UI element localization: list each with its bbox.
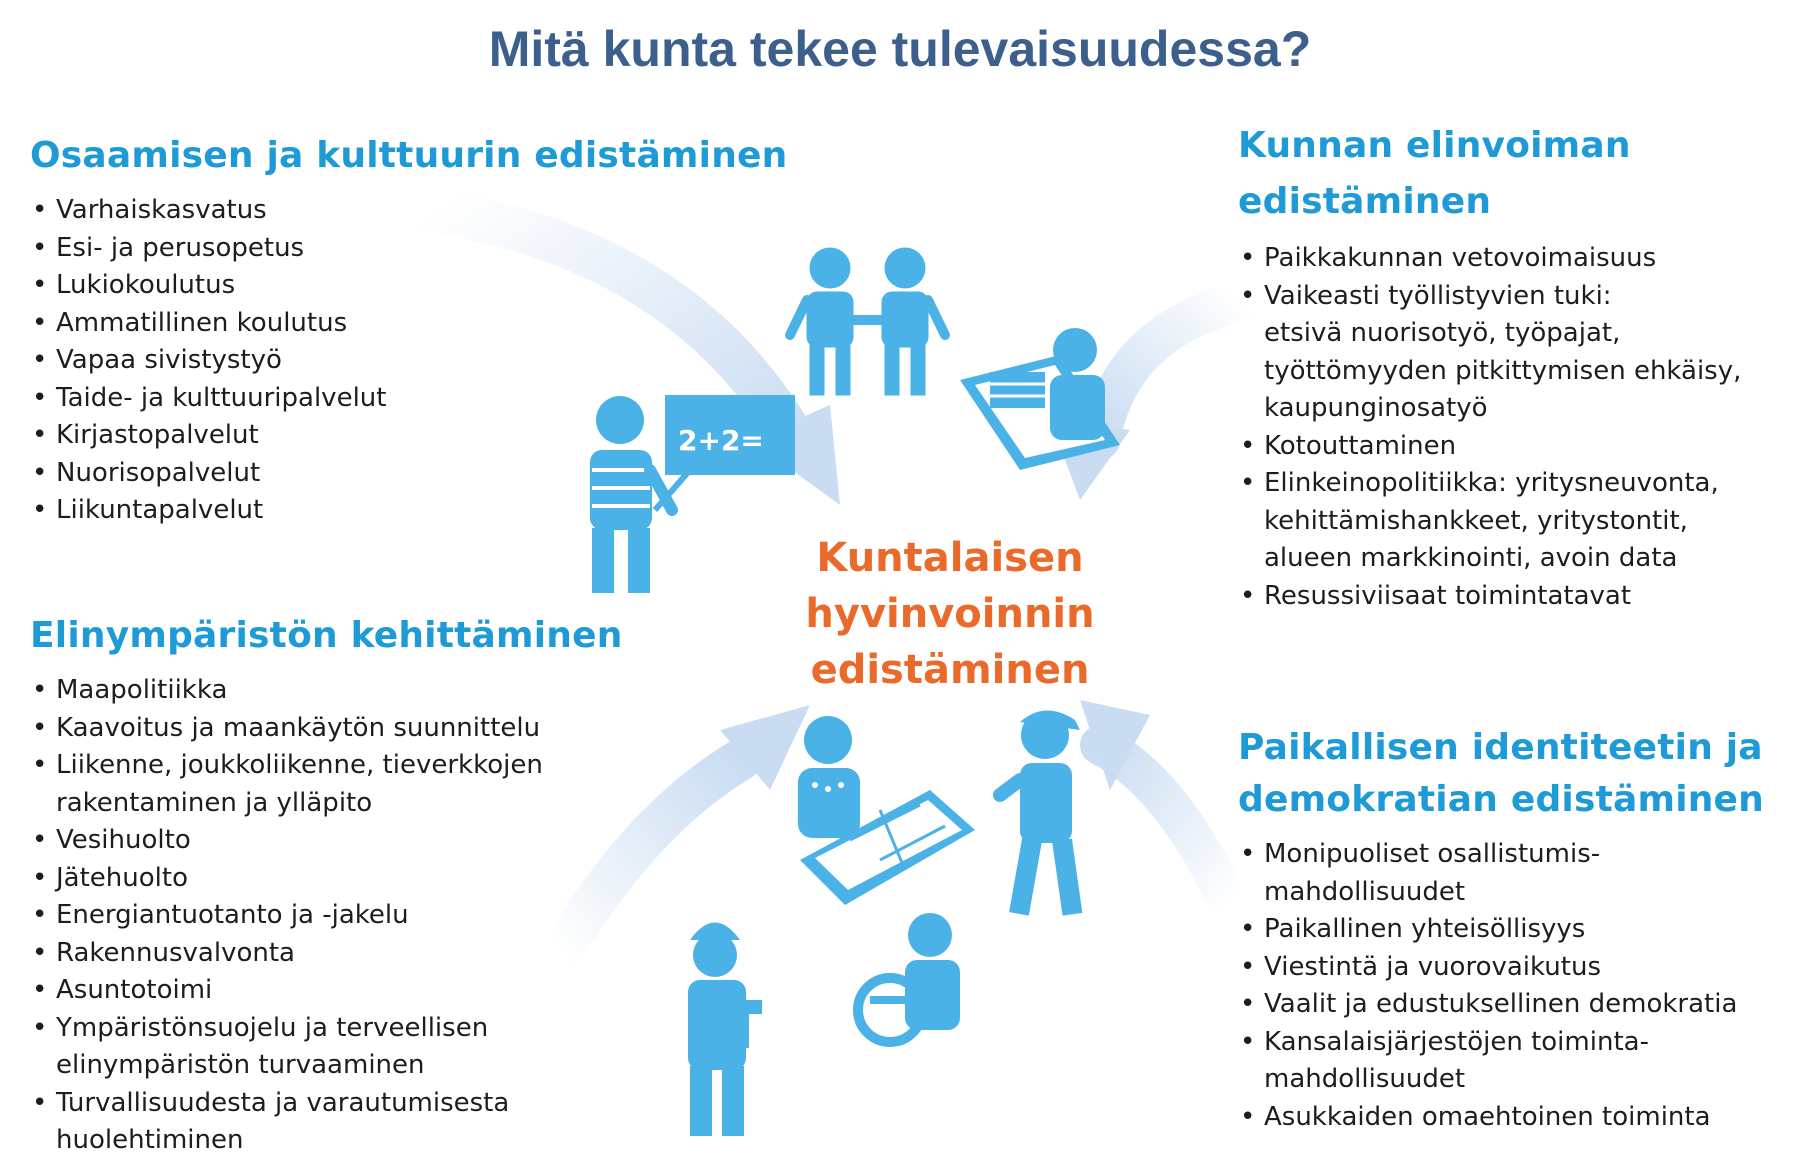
list-item: • Energiantuotanto ja -jakelu bbox=[30, 897, 630, 935]
list-item: • Lukiokoulutus bbox=[30, 267, 790, 305]
item-list bbox=[1238, 240, 1798, 615]
list-item: • Asuntotoimi bbox=[30, 972, 630, 1010]
list-item bbox=[1238, 278, 1798, 428]
heading-line: Paikallisen identiteetin ja bbox=[1238, 727, 1763, 768]
item-list bbox=[30, 672, 630, 1160]
line: kaupunginosatyö bbox=[1264, 393, 1488, 423]
page-title: Mitä kunta tekee tulevaisuudessa? bbox=[488, 21, 1312, 77]
list-item: • Esi- ja perusopetus bbox=[30, 230, 790, 268]
list-item: • Taide- ja kulttuuripalvelut bbox=[30, 380, 790, 418]
list-item: • Kirjastopalvelut bbox=[30, 417, 790, 455]
list-item: • Vapaa sivistystyö bbox=[30, 342, 790, 380]
line: mahdollisuudet bbox=[1264, 1064, 1466, 1094]
line: kehittämishankkeet, yritystontit, bbox=[1264, 505, 1688, 536]
heading-line: edistäminen bbox=[1238, 181, 1492, 222]
line: Monipuoliset osallistumis- bbox=[1264, 839, 1601, 869]
section-heading bbox=[1238, 118, 1798, 230]
walking-person-icon bbox=[1000, 710, 1082, 915]
list-item bbox=[30, 747, 630, 822]
line: alueen markkinointi, avoin data bbox=[1264, 543, 1678, 573]
blackboard-text: 2+2= bbox=[678, 424, 764, 457]
section-vitality bbox=[1238, 118, 1798, 615]
heading-line: Kunnan elinvoiman bbox=[1238, 125, 1631, 166]
wheelchair-user-icon bbox=[858, 913, 960, 1042]
line: Liikenne, joukkoliikenne, tieverkkojen bbox=[56, 750, 543, 780]
section-heading bbox=[1238, 722, 1798, 826]
list-item: • Ammatillinen koulutus bbox=[30, 305, 790, 343]
line: työttömyyden pitkittymisen ehkäisy, bbox=[1264, 355, 1742, 386]
center-label bbox=[770, 530, 1130, 698]
line: rakentaminen ja ylläpito bbox=[56, 787, 373, 818]
section-identity-democracy bbox=[1238, 722, 1798, 1136]
list-item bbox=[1238, 836, 1798, 911]
item-list bbox=[1238, 836, 1798, 1136]
section-living-environment bbox=[30, 610, 630, 1160]
arrow-bottom-right bbox=[1080, 700, 1230, 905]
section-competence-culture bbox=[30, 130, 790, 530]
center-line: Kuntalaisen bbox=[816, 535, 1084, 581]
list-item: • Viestintä ja vuorovaikutus bbox=[1238, 949, 1798, 987]
line: mahdollisuudet bbox=[1264, 876, 1466, 907]
list-item: • Paikallinen yhteisöllisyys bbox=[1238, 911, 1798, 949]
list-item: • Kotouttaminen bbox=[1238, 428, 1798, 466]
list-item: • Resussiviisaat toimintatavat bbox=[1238, 578, 1798, 616]
list-item: • Jätehuolto bbox=[30, 860, 630, 898]
item-list bbox=[30, 192, 790, 530]
line: elinympäristön turvaaminen bbox=[56, 1050, 425, 1080]
line: Turvallisuudesta ja varautumisesta bbox=[56, 1087, 510, 1118]
list-item: • Kaavoitus ja maankäytön suunnittelu bbox=[30, 710, 630, 748]
list-item: • Asukkaiden omaehtoinen toiminta bbox=[1238, 1099, 1798, 1137]
list-item: • Varhaiskasvatus bbox=[30, 192, 790, 230]
center-line: edistäminen bbox=[810, 647, 1090, 693]
list-item: • Paikkakunnan vetovoimaisuus bbox=[1238, 240, 1798, 278]
heading-line: demokratian edistäminen bbox=[1238, 779, 1765, 820]
list-item: • Maapolitiikka bbox=[30, 672, 630, 710]
list-item: • Liikuntapalvelut bbox=[30, 492, 790, 530]
section-heading: Osaamisen ja kulttuurin edistäminen bbox=[30, 135, 788, 176]
line: Ympäristönsuojelu ja terveellisen bbox=[56, 1012, 489, 1043]
line: Vaikeasti työllistyvien tuki: bbox=[1264, 280, 1612, 311]
line: huolehtiminen bbox=[56, 1125, 244, 1155]
list-item bbox=[1238, 465, 1798, 578]
line: Kansalaisjärjestöjen toiminta- bbox=[1264, 1026, 1649, 1057]
list-item: • Rakennusvalvonta bbox=[30, 935, 630, 973]
list-item: • Vesihuolto bbox=[30, 822, 630, 860]
line: Elinkeinopolitiikka: yritysneuvonta, bbox=[1264, 468, 1719, 498]
children-icon bbox=[790, 248, 945, 395]
builder-icon bbox=[688, 923, 762, 1137]
list-item: • Vaalit ja edustuksellinen demokratia bbox=[1238, 986, 1798, 1024]
center-line: hyvinvoinnin bbox=[805, 591, 1095, 637]
list-item: • Nuorisopalvelut bbox=[30, 455, 790, 493]
list-item bbox=[1238, 1024, 1798, 1099]
list-item bbox=[30, 1010, 630, 1085]
line: etsivä nuorisotyö, työpajat, bbox=[1264, 318, 1621, 348]
list-item bbox=[30, 1085, 630, 1160]
worker-at-desk-icon bbox=[960, 328, 1120, 470]
section-heading: Elinympäristön kehittäminen bbox=[30, 615, 623, 656]
planner-icon bbox=[798, 716, 975, 905]
